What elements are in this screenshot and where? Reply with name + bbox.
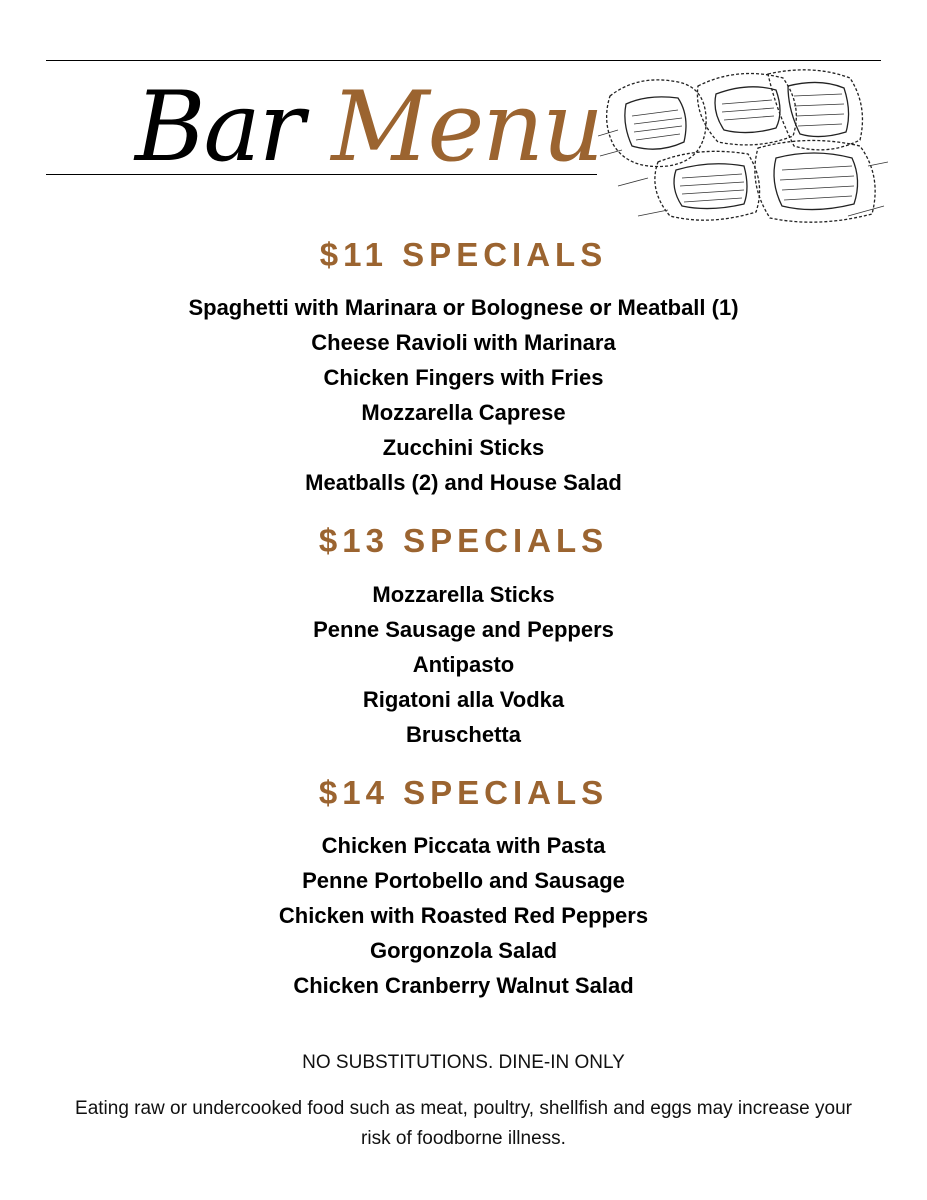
list-item: Penne Sausage and Peppers (313, 617, 614, 642)
menu-title (135, 62, 602, 192)
list-item: Penne Portobello and Sausage (302, 868, 625, 893)
heading-14-specials: $14 SPECIALS (318, 774, 609, 811)
menu-title-word-menu: Menu (331, 71, 602, 183)
list-item: Spaghetti with Marinara or Bolognese or Meatball (1) (188, 295, 739, 320)
list-item: Chicken with Roasted Red Peppers (278, 903, 649, 928)
list-item: Zucchini Sticks (382, 435, 545, 460)
list-item: Cheese Ravioli with Marinara (311, 330, 616, 355)
list-item: Mozzarella Caprese (361, 400, 566, 425)
no-substitutions-notice: NO SUBSTITUTIONS. DINE-IN ONLY (302, 1052, 625, 1073)
heading-11-specials: $11 SPECIALS (319, 236, 608, 273)
ravioli-sketch-icon (598, 66, 888, 230)
list-item: Bruschetta (406, 722, 521, 747)
heading-13-specials: $13 SPECIALS (318, 522, 609, 559)
list-13-specials (0, 577, 927, 752)
food-safety-disclaimer: Eating raw or undercooked food such as meat, poultry, shellfish and eggs may increase your risk of foodborne illness. (75, 1098, 852, 1149)
list-item: Chicken Cranberry Walnut Salad (293, 973, 634, 998)
list-item: Chicken Fingers with Fries (323, 365, 604, 390)
list-item: Gorgonzola Salad (369, 938, 558, 963)
list-item: Rigatoni alla Vodka (362, 687, 565, 712)
list-item: Antipasto (412, 652, 515, 677)
list-11-specials (0, 290, 927, 500)
top-divider (46, 60, 881, 61)
list-item: Chicken Piccata with Pasta (321, 833, 606, 858)
list-item: Mozzarella Sticks (372, 582, 555, 607)
list-item: Meatballs (2) and House Salad (305, 470, 622, 495)
menu-title-word-bar: Bar (135, 71, 303, 183)
list-14-specials (0, 828, 927, 1003)
